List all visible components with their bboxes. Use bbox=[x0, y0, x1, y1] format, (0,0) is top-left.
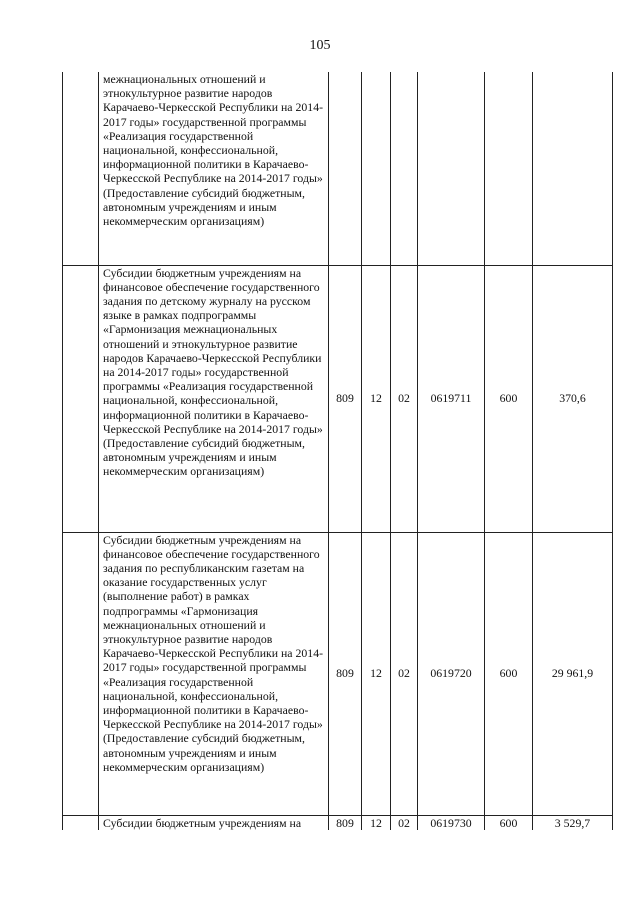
description-cell: Субсидии бюджетным учреждениям на финансовое обеспечение государственного задания по республиканским газетам на оказание государственных услуг (выполнение работ) в рамках подпрограммы «Гармонизация межнациональных отношений и этнокультурное развитие народов Карачаево-Черкесской Республики на 2014-2017 годы» государственной программы «Реализация государственной национальной, конфессиональной, информационной политики в Карачаево-Черкесской Республике на 2014-2017 годы» (Предоставление субсидий бюджетным, автономным учреждениям и иным некоммерческим организациям) bbox=[99, 532, 329, 815]
section-cell bbox=[362, 72, 391, 265]
blank-cell bbox=[63, 72, 99, 265]
section-cell: 12 bbox=[362, 815, 391, 830]
blank-cell bbox=[63, 265, 99, 532]
ministry-cell: 809 bbox=[329, 265, 362, 532]
blank-cell bbox=[63, 815, 99, 830]
budget-table bbox=[62, 72, 613, 830]
target-article-cell bbox=[418, 72, 485, 265]
amount-cell: 370,6 bbox=[533, 265, 613, 532]
description-cell: Субсидии бюджетным учреждениям на bbox=[99, 815, 329, 830]
expense-type-cell: 600 bbox=[485, 265, 533, 532]
subsection-cell bbox=[391, 72, 418, 265]
subsection-cell: 02 bbox=[391, 265, 418, 532]
ministry-cell: 809 bbox=[329, 532, 362, 815]
table-row bbox=[63, 532, 613, 815]
description-cell: межнациональных отношений и этнокультурное развитие народов Карачаево-Черкесской Республики на 2014-2017 годы» государственной программы «Реализация государственной национальной, конфессиональной, информационной политики в Карачаево-Черкесской Республике на 2014-2017 годы» (Предоставление субсидий бюджетным, автономным учреждениям и иным некоммерческим организациям) bbox=[99, 72, 329, 265]
table-row bbox=[63, 265, 613, 532]
blank-cell bbox=[63, 532, 99, 815]
amount-cell: 29 961,9 bbox=[533, 532, 613, 815]
amount-cell: 3 529,7 bbox=[533, 815, 613, 830]
ministry-cell bbox=[329, 72, 362, 265]
subsection-cell: 02 bbox=[391, 532, 418, 815]
target-article-cell: 0619730 bbox=[418, 815, 485, 830]
amount-cell bbox=[533, 72, 613, 265]
subsection-cell: 02 bbox=[391, 815, 418, 830]
section-cell: 12 bbox=[362, 532, 391, 815]
target-article-cell: 0619711 bbox=[418, 265, 485, 532]
table-row bbox=[63, 815, 613, 830]
table-row bbox=[63, 72, 613, 265]
page-number: 105 bbox=[309, 38, 331, 53]
ministry-cell: 809 bbox=[329, 815, 362, 830]
expense-type-cell: 600 bbox=[485, 532, 533, 815]
target-article-cell: 0619720 bbox=[418, 532, 485, 815]
section-cell: 12 bbox=[362, 265, 391, 532]
expense-type-cell bbox=[485, 72, 533, 265]
description-cell: Субсидии бюджетным учреждениям на финансовое обеспечение государственного задания по детскому журналу на русском языке в рамках подпрограммы «Гармонизация межнациональных отношений и этнокультурное развитие народов Карачаево-Черкесской Республики на 2014-2017 годы» государственной программы «Реализация государственной национальной, конфессиональной, информационной политики в Карачаево-Черкесской Республике на 2014-2017 годы» (Предоставление субсидий бюджетным, автономным учреждениям и иным некоммерческим организациям) bbox=[99, 265, 329, 532]
expense-type-cell: 600 bbox=[485, 815, 533, 830]
